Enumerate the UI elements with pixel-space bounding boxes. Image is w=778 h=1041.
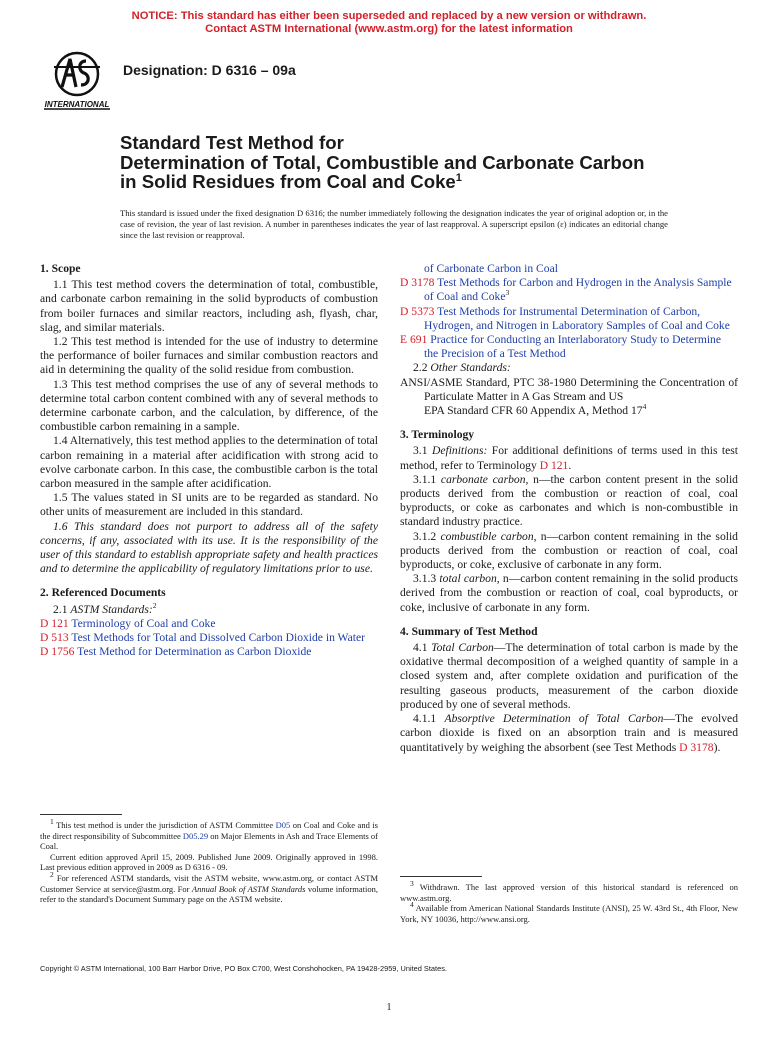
summary-4-1: 4.1 Total Carbon—The determination of total carbon is made by the oxidative thermal decomposition of a weighed quantity of sample in a closed system and, after complete oxidation and purification of the resulting gaseous products, measurement of the carbon dioxide produced by one of several methods. <box>400 641 738 711</box>
summary-4-1-1: 4.1.1 Absorptive Determination of Total Carbon—The evolved carbon dioxide is fixed on an absorption train and is measured quantitatively by weighing the absorbent (see Test Methods D 3178). <box>400 712 738 754</box>
title-sup: 1 <box>455 171 462 184</box>
title-line-3: in Solid Residues from Coal and Coke <box>120 171 456 192</box>
other-standard-2: EPA Standard CFR 60 Appendix A, Method $17^4$ <box>424 402 647 418</box>
ref-item[interactable]: D 121 Terminology of Coal and Coke <box>40 616 216 630</box>
footnote-rule-left <box>40 814 122 815</box>
scope-1-6: 1.6 This standard does not purport to address all of the safety concerns, if any, associated with its use. It is the responsibility of the user of this standard to establish appropriate safety and health practices and to determine the applicability of regulatory limitations prior to use. <box>40 519 378 576</box>
ref-item[interactable]: D 3178 Test Methods for Carbon and Hydrogen in the Analysis Sample of Coal and Coke$^3$ <box>400 276 732 304</box>
summary-heading: 4. Summary of Test Method <box>400 624 538 638</box>
scope-heading: 1. Scope <box>40 262 81 275</box>
footnotes-left <box>40 817 378 905</box>
scope-1-1: 1.1 This test method covers the determination of total, combustible, and carbonate carbon remaining in the solid byproducts of combustion from boiler furnaces and similar reactors, including ash, flyash, char, slag, and similar materials. <box>40 278 378 334</box>
term-3-1-3: 3.1.3 total carbon, n—carbon content remaining in the solid products derived from the combustion or reaction of coal, coal byproducts, or coke, inclusive of carbonate in any form. <box>400 572 738 614</box>
notice-line-1: NOTICE: This standard has either been superseded and replaced by a new version or withdrawn. <box>131 10 647 22</box>
logo-text: INTERNATIONAL <box>44 100 110 109</box>
footnote-4: $^4$ Available from American National Standards Institute (ANSI), 25 W. 43rd St., 4th Floor, New York, NY 10036, http://www.ansi.org. <box>400 900 738 924</box>
other-standard-1: ANSI/ASME Standard, PTC 38-1980 Determining the Concentration of Particulate Matter in A Gas Stream and US <box>400 375 738 403</box>
ref-item-continuation[interactable]: of Carbonate Carbon in Coal <box>424 262 558 275</box>
scope-1-2: 1.2 This test method is intended for the use of industry to determine the performance of boiler furnaces and similar combustion reactors and aid in determining the quality of the solid residue from combustion. <box>40 335 378 377</box>
term-ref-link[interactable]: D 121 <box>539 458 569 472</box>
footnote-rule-right <box>400 876 482 877</box>
document-title <box>120 133 680 192</box>
ref-item[interactable]: D 1756 Test Method for Determination as Carbon Dioxide <box>40 645 312 659</box>
title-line-1: Standard Test Method for <box>120 132 344 153</box>
footnotes-right <box>400 879 738 924</box>
title-line-2: Determination of Total, Combustible and Carbonate Carbon <box>120 151 645 173</box>
issued-notice: This standard is issued under the fixed designation D 6316; the number immediately following the designation indicates the year of original adoption or, in the case of revision, the year of last revision. A number in parentheses indicates the year of last reapproval. A superscript epsilon (ε) indicates an editorial change since the last revision or reapproval. <box>120 208 668 240</box>
notice-banner <box>0 10 778 36</box>
astm-logo <box>42 51 112 111</box>
refs-astm-standards: 2.1 ASTM Standards:$^2$ <box>53 600 157 616</box>
designation: Designation: D 6316 – 09a <box>123 62 296 78</box>
scope-1-5: 1.5 The values stated in SI units are to be regarded as standard. No other units of measurement are included in this standard. <box>40 491 378 519</box>
footnote-2: $^2$ For referenced ASTM standards, visit the ASTM website, www.astm.org, or contact ASTM Customer Service at service@astm.org. For Annual Book of ASTM Standards volume information, refer to the standard's Document Summary page on the ASTM website. <box>40 870 378 905</box>
summary-ref-link[interactable]: D 3178 <box>679 740 714 754</box>
footnote-3: $^3$ Withdrawn. The last approved version of this historical standard is referenced on www.astm.org. <box>400 879 738 903</box>
right-column <box>400 262 738 755</box>
footnote-1: $^1$ This test method is under the jurisdiction of ASTM Committee D05 on Coal and Coke and is the direct responsibility of Subcommittee D05.29 on Major Elements in Ash and Trace Elements of Coal. <box>40 817 378 852</box>
ref-item[interactable]: D 513 Test Methods for Total and Dissolved Carbon Dioxide in Water <box>40 631 365 645</box>
scope-1-3: 1.3 This test method comprises the use of any of several methods to determine total carbon content combined with any of several methods to determine carbonate carbon, and the calculation, by difference, of the combustible carbon remaining in a sample. <box>40 377 378 434</box>
left-column <box>40 262 378 659</box>
ref-item[interactable]: E 691 Practice for Conducting an Interlaboratory Study to Determine the Precision of a Test Method <box>400 333 722 361</box>
refs-other-standards: 2.2 Other Standards: <box>413 361 511 375</box>
scope-1-4: 1.4 Alternatively, this test method applies to the determination of total carbon remaining in a material after acidification with strong acid to evolve carbonate carbon. In this case, the combustible carbon is the total carbon measured in the sample after acidification. <box>40 434 378 491</box>
terminology-heading: 3. Terminology <box>400 428 475 442</box>
astm-logo-icon <box>42 51 112 111</box>
refs-heading: 2. Referenced Documents <box>40 586 166 600</box>
term-3-1-2: 3.1.2 combustible carbon, n—carbon content remaining in the solid products derived from the combustion or reaction of coal, coal byproducts, or coke, exclusive of carbonate in any form. <box>400 529 738 572</box>
notice-line-2: Contact ASTM International (www.astm.org) for the latest information <box>205 23 573 35</box>
term-3-1: 3.1 Definitions: For additional definitions of terms used in this test method, refer to Terminology D 121. <box>400 444 739 472</box>
page-number: 1 <box>386 1002 392 1013</box>
footnote-1b: Current edition approved April 15, 2009. Published June 2009. Originally approved in 1998. Last previous edition approved in 2009 as D 6316 - 09. <box>40 851 378 873</box>
term-3-1-1: 3.1.1 carbonate carbon, n—the carbon content present in the solid products derived from the combustion or reaction of coal, coal byproducts, or coke as carbonates and which is non-combustible in standard industry practice. <box>400 472 738 529</box>
copyright-line: Copyright © ASTM International, 100 Barr Harbor Drive, PO Box C700, West Conshohocken, PA 19428-2959, United States. <box>40 964 447 973</box>
ref-item[interactable]: D 5373 Test Methods for Instrumental Determination of Carbon, Hydrogen, and Nitrogen in Laboratory Samples of Coal and Coke <box>400 304 730 332</box>
